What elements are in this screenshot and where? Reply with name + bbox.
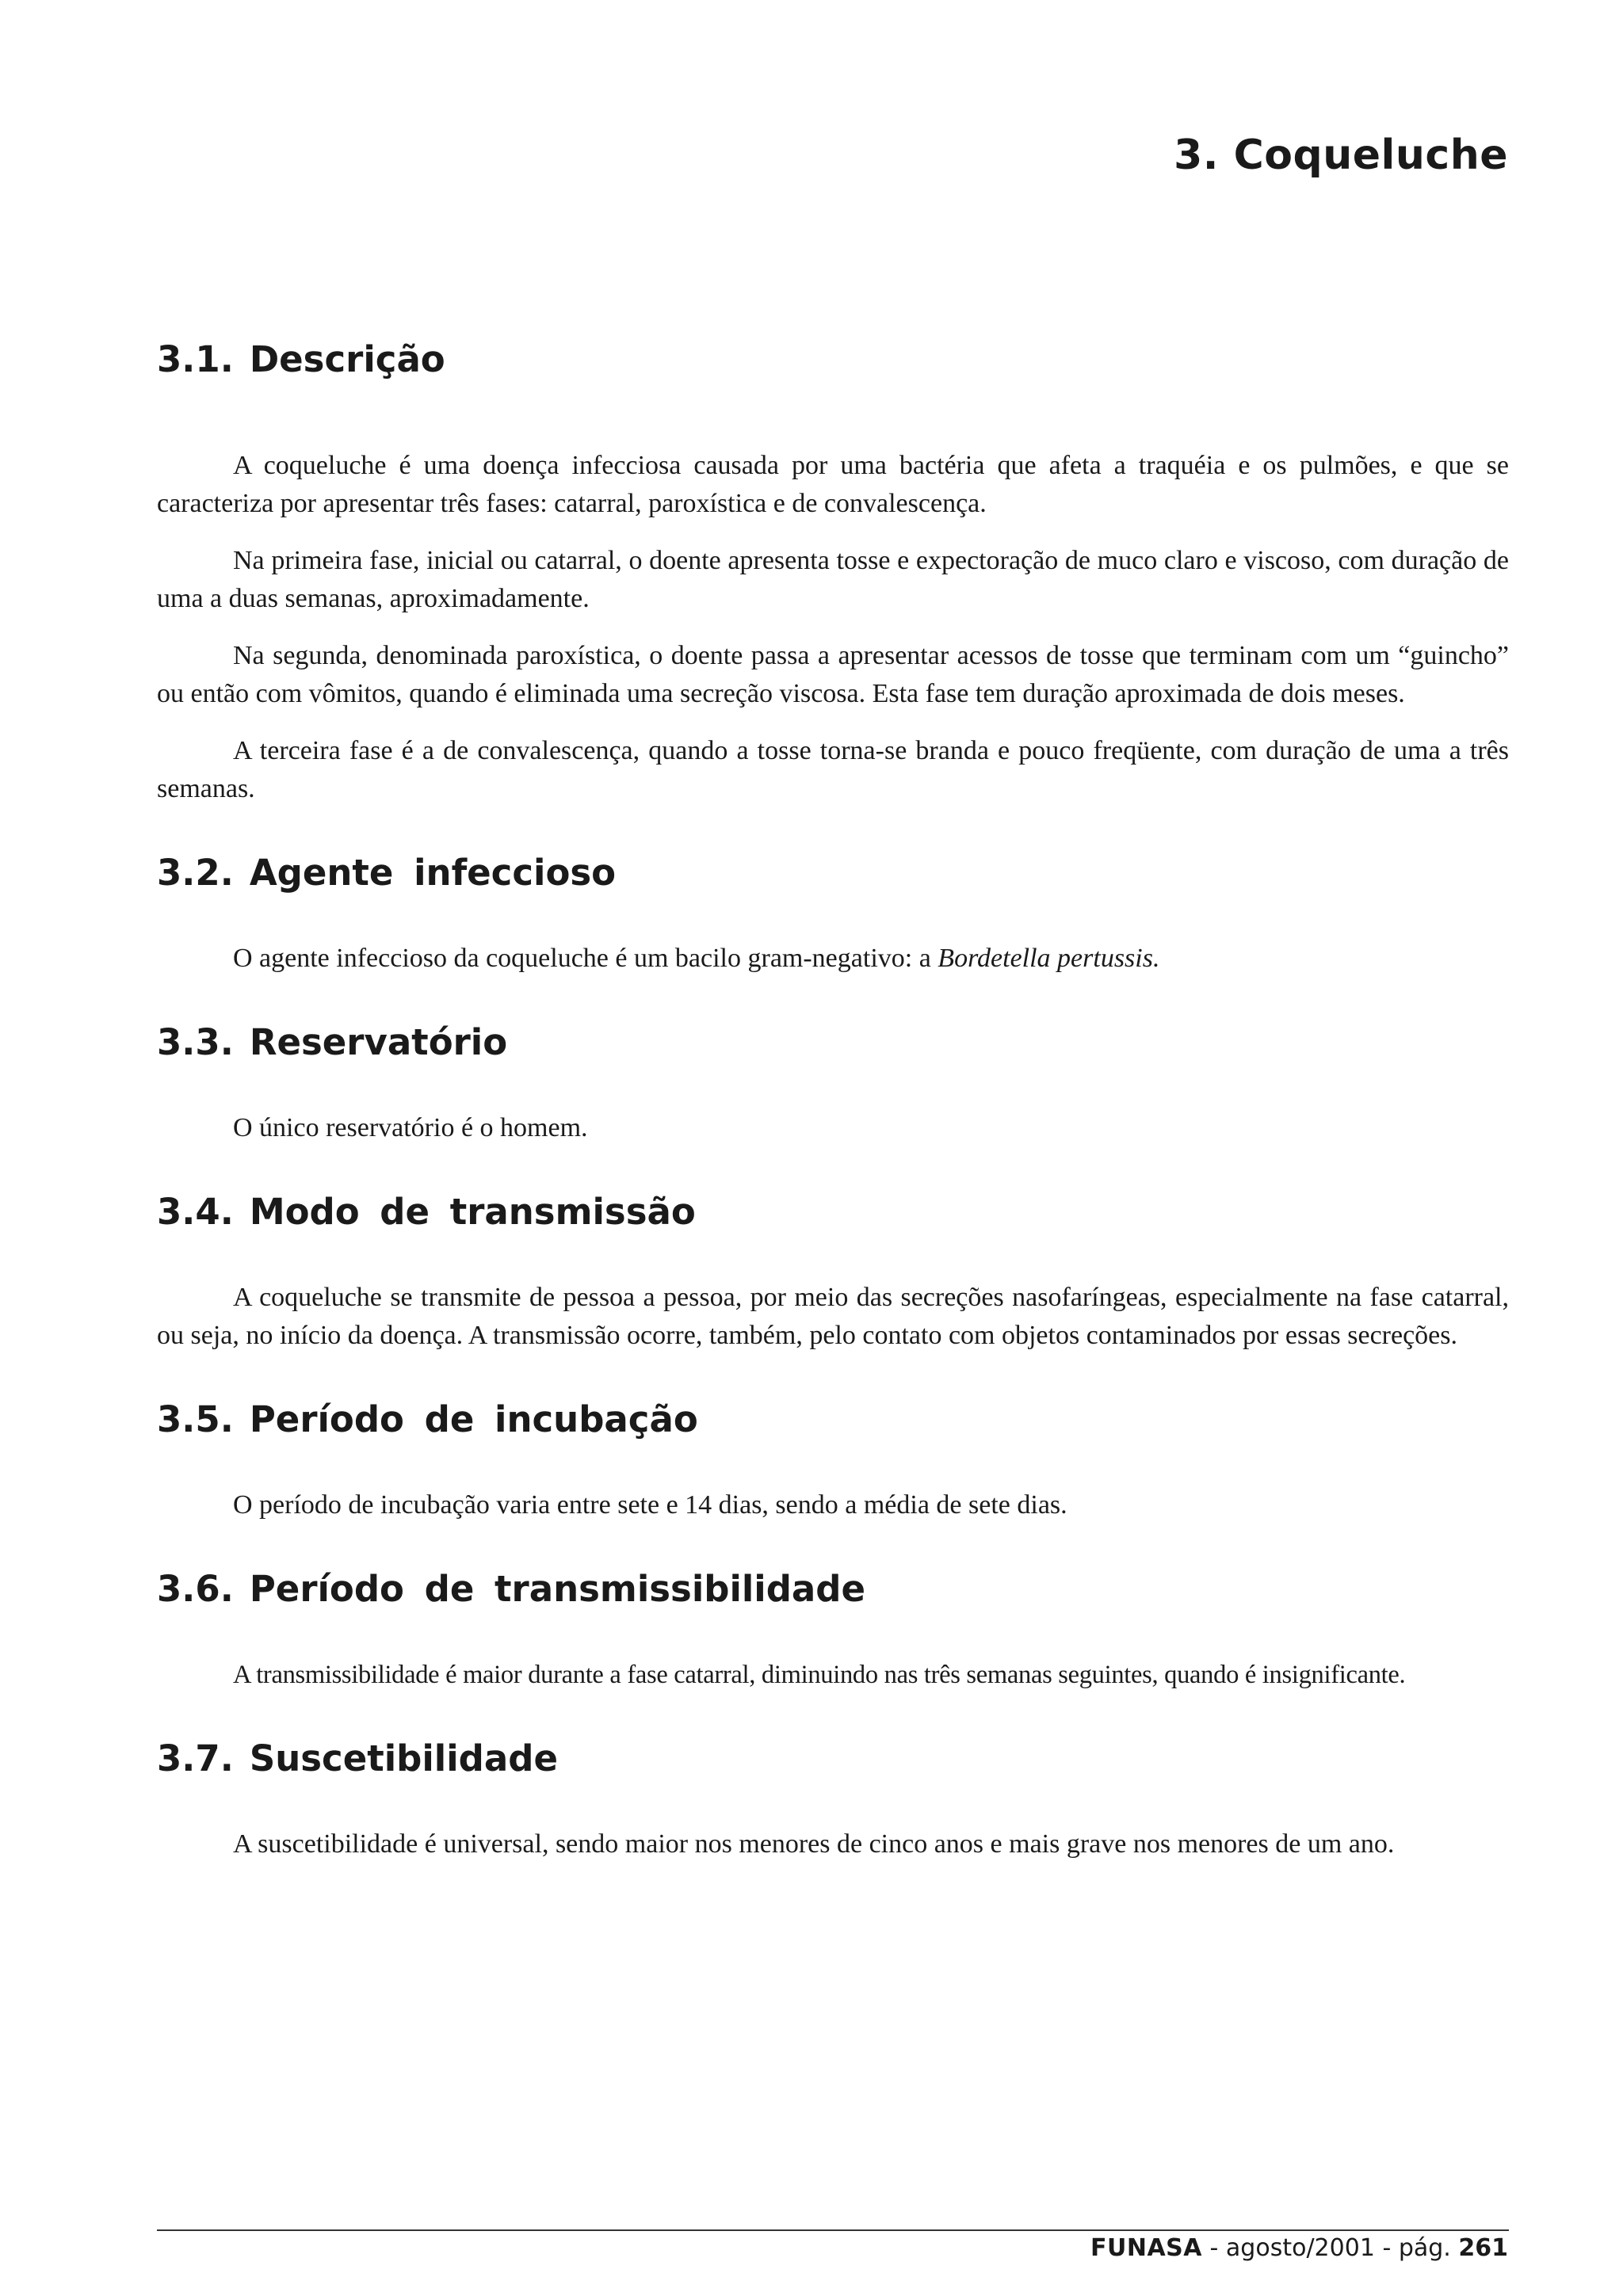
- section-body: [157, 1825, 1509, 1863]
- paragraph: O período de incubação varia entre sete e 14 dias, sendo a média de sete dias.: [233, 1490, 1067, 1520]
- section-title: Modo de transmissão: [249, 1191, 696, 1233]
- paragraph: A transmissibilidade é maior durante a fase catarral, diminuindo nas três semanas seguintes, quando é insignificante.: [233, 1661, 1406, 1689]
- section-suscetibilidade: [157, 1735, 1509, 1863]
- section-title: Período de incubação: [249, 1398, 698, 1440]
- footer-separator: -: [1202, 2234, 1226, 2262]
- section-periodo-de-incubacao: [157, 1396, 1509, 1524]
- section-periodo-de-transmissibilidade: [157, 1566, 1509, 1694]
- section-body: [157, 940, 1509, 978]
- section-number: 3.6.: [157, 1568, 234, 1610]
- chapter-title: 3. Coqueluche: [1174, 132, 1508, 179]
- footer-divider: [157, 2229, 1509, 2231]
- paragraph: A coqueluche é uma doença infecciosa causada por uma bactéria que afeta a traquéia e os pulmões, e que se caracteriza por apresentar três fases: catarral, paroxística e de convalescença.: [157, 451, 1509, 518]
- section-body: [157, 1486, 1509, 1524]
- section-agente-infeccioso: [157, 849, 1509, 978]
- section-heading: [157, 1566, 1509, 1613]
- page-footer: [1090, 2234, 1508, 2262]
- section-number: 3.5.: [157, 1398, 234, 1440]
- section-heading: [157, 849, 1509, 897]
- footer-brand: FUNASA: [1090, 2234, 1203, 2262]
- section-title: Agente infeccioso: [249, 852, 617, 894]
- species-name: Bordetella pertussis.: [938, 944, 1160, 973]
- section-number: 3.3.: [157, 1021, 234, 1063]
- section-heading: [157, 1396, 1509, 1444]
- section-modo-de-transmissao: [157, 1188, 1509, 1355]
- section-number: 3.7.: [157, 1737, 234, 1779]
- section-reservatorio: [157, 1019, 1509, 1147]
- paragraph: [157, 940, 1509, 978]
- section-number: 3.1.: [157, 338, 234, 380]
- section-descricao: [157, 336, 1509, 808]
- section-title: Descrição: [249, 338, 445, 380]
- section-heading: [157, 1188, 1509, 1236]
- section-body: [157, 1656, 1509, 1694]
- footer-separator: -: [1374, 2234, 1399, 2262]
- page-number: 261: [1458, 2234, 1508, 2262]
- section-heading: [157, 1019, 1509, 1066]
- paragraph: A suscetibilidade é universal, sendo maior nos menores de cinco anos e mais grave nos menores de um ano.: [233, 1829, 1395, 1859]
- section-body: [157, 1279, 1509, 1355]
- paragraph: A terceira fase é a de convalescença, quando a tosse torna-se branda e pouco freqüente, com duração de uma a três semanas.: [157, 736, 1509, 803]
- section-title: Período de transmissibilidade: [249, 1568, 866, 1610]
- footer-page-label: pág.: [1398, 2234, 1451, 2262]
- section-heading: [157, 336, 1509, 383]
- document-content: [157, 336, 1509, 1905]
- paragraph: Na primeira fase, inicial ou catarral, o doente apresenta tosse e expectoração de muco claro e viscoso, com duração de uma a duas semanas, aproximadamente.: [157, 546, 1509, 613]
- section-number: 3.4.: [157, 1191, 234, 1233]
- section-heading: [157, 1735, 1509, 1783]
- section-body: [157, 447, 1509, 808]
- paragraph: Na segunda, denominada paroxística, o doente passa a apresentar acessos de tosse que terminam com um “guincho” ou então com vômitos, quando é eliminada uma secreção viscosa. Esta fase tem duração aproximada de dois meses.: [157, 641, 1509, 708]
- section-title: Reservatório: [249, 1021, 508, 1063]
- paragraph: O único reservatório é o homem.: [233, 1113, 588, 1142]
- section-number: 3.2.: [157, 852, 234, 894]
- footer-date: agosto/2001: [1225, 2234, 1375, 2262]
- section-body: [157, 1109, 1509, 1147]
- section-title: Suscetibilidade: [249, 1737, 558, 1779]
- paragraph-text: O agente infeccioso da coqueluche é um bacilo gram-negativo: a: [233, 944, 938, 973]
- paragraph: A coqueluche se transmite de pessoa a pessoa, por meio das secreções nasofaríngeas, especialmente na fase catarral, ou seja, no início da doença. A transmissão ocorre, também, pelo contato com objetos contaminados por essas secreções.: [157, 1283, 1509, 1350]
